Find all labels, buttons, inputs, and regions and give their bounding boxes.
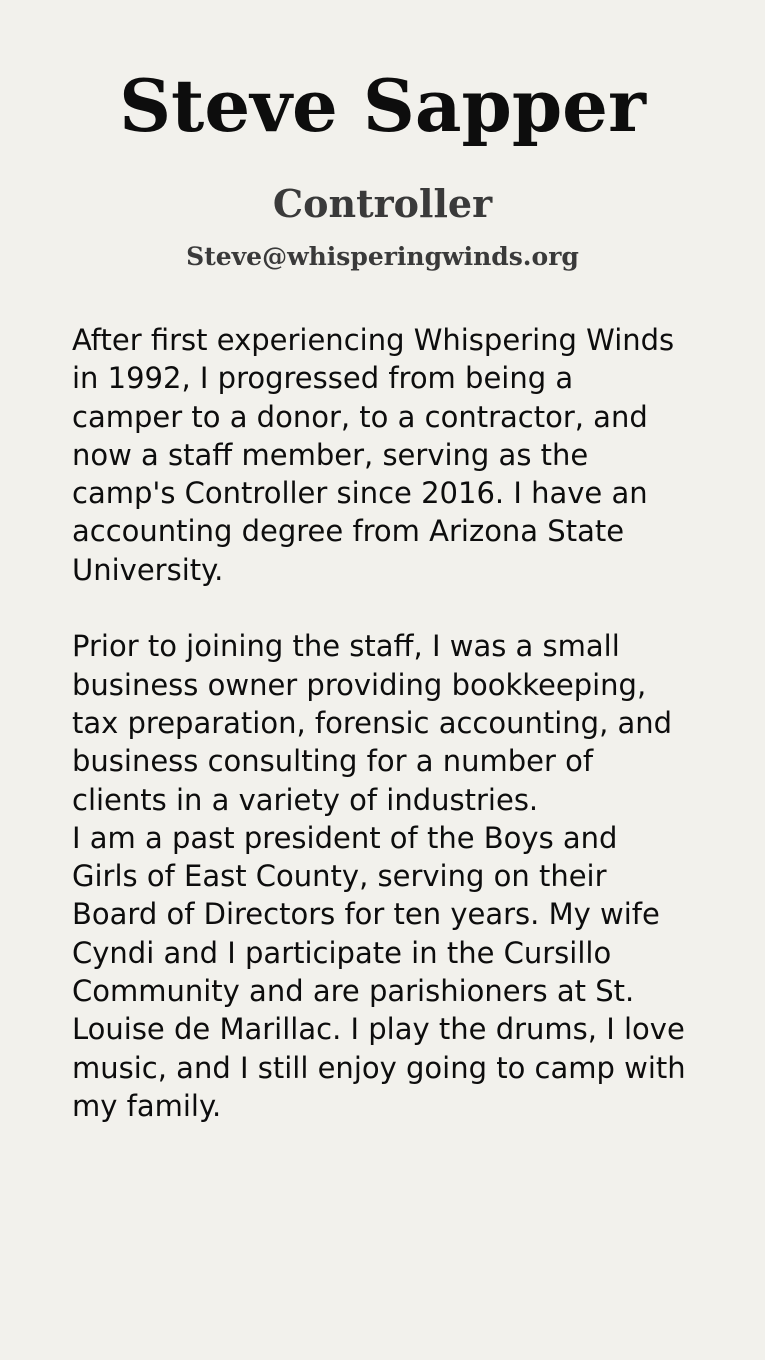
bio-line: business consulting for a number of: [72, 744, 594, 779]
bio-line: camp's Controller since 2016. I have an: [72, 476, 648, 511]
bio-text: [72, 321, 712, 1125]
profile-email: Steve@whisperingwinds.org: [186, 242, 579, 271]
bio-paragraph-2: [72, 627, 712, 818]
bio-paragraph-1: [72, 321, 712, 589]
bio-line: Community and are parishioners at St.: [72, 974, 635, 1009]
bio-paragraph-3: [72, 819, 712, 1125]
bio-line: accounting degree from Arizona State: [72, 514, 625, 549]
profile-title: Controller: [272, 181, 493, 226]
bio-line: Board of Directors for ten years. My wife: [72, 897, 660, 932]
bio-line: clients in a variety of industries.: [72, 782, 539, 817]
bio-line: music, and I still enjoy going to camp with: [72, 1050, 686, 1085]
profile-name: Steve Sapper: [119, 63, 646, 148]
bio-line: camper to a donor, to a contractor, and: [72, 399, 648, 434]
bio-line: my family.: [72, 1088, 222, 1123]
bio-line: business owner providing bookkeeping,: [72, 667, 647, 702]
bio-line: in 1992, I progressed from being a: [72, 361, 574, 396]
bio-line: Cyndi and I participate in the Cursillo: [72, 935, 612, 970]
bio-line: now a staff member, serving as the: [72, 437, 589, 472]
bio-line: I am a past president of the Boys and: [72, 820, 618, 855]
bio-line: Girls of East County, serving on their: [72, 859, 607, 894]
bio-line: Prior to joining the staff, I was a small: [72, 629, 620, 664]
bio-line: University.: [72, 552, 224, 587]
bio-line: tax preparation, forensic accounting, and: [72, 705, 673, 740]
paragraph-gap: [72, 589, 712, 627]
bio-line: Louise de Marillac. I play the drums, I love: [72, 1012, 685, 1047]
bio-line: After first experiencing Whispering Winds: [72, 323, 675, 357]
